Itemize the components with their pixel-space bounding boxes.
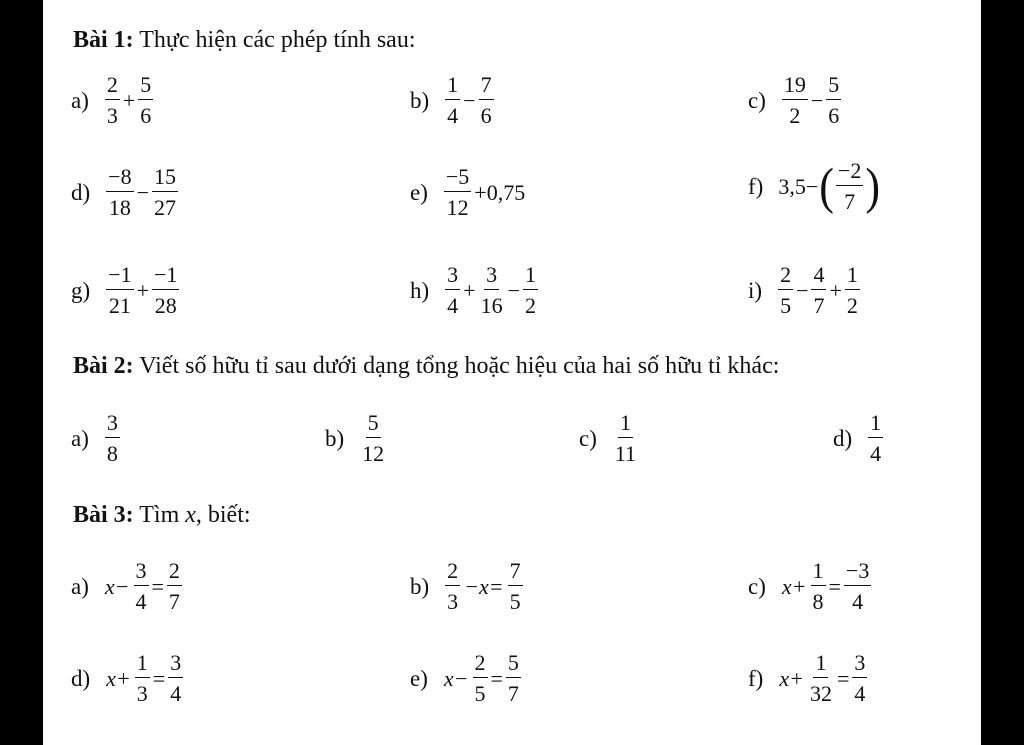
fraction [811,264,826,317]
item-label: e) [410,180,428,205]
item-label: b) [410,88,430,113]
denominator: 12 [362,441,385,466]
denominator: 4 [870,441,882,466]
item-label: e) [410,666,428,691]
numerator: 3 [134,560,149,586]
denominator: 7 [168,589,180,614]
item-label: c) [748,574,766,599]
fraction [360,412,386,465]
numerator: −1 [152,264,179,290]
fraction [444,166,471,219]
fraction [152,264,179,317]
denominator: 2 [525,293,537,318]
fraction [106,264,133,317]
denominator: 4 [170,681,182,706]
fraction [445,74,460,127]
denominator: 18 [108,195,131,220]
numerator: 2 [445,560,460,586]
fraction [105,412,120,465]
fraction [473,652,488,705]
numerator: 3 [445,264,460,290]
item-label: a) [71,574,89,599]
numerator: −5 [444,166,471,192]
fraction [523,264,538,317]
denominator: 5 [780,293,792,318]
ex1-item-e [410,166,526,219]
item-label: f) [748,666,764,691]
fraction [508,560,523,613]
fraction [826,74,841,127]
variable-x: x [185,502,196,528]
fraction [506,652,521,705]
denominator: 4 [852,589,864,614]
exercise-2-instruction: Viết số hữu tỉ sau dưới dạng tổng hoặc hiệu của hai số hữu tỉ khác: [133,353,780,379]
numerator: 1 [445,74,460,100]
numerator: 1 [618,412,633,438]
exercise-3-number: Bài 3: [73,502,134,528]
denominator: 2 [789,103,801,128]
expression-prefix: x+ [781,573,807,599]
numerator: 2 [473,652,488,678]
fraction [844,560,871,613]
fraction [106,166,133,219]
denominator: 6 [828,103,840,128]
denominator: 5 [509,589,521,614]
fraction [845,264,860,317]
fraction [445,560,460,613]
item-label: a) [71,88,89,113]
denominator: 3 [136,681,148,706]
fraction [852,652,867,705]
fraction [782,74,808,127]
right-paren: ) [865,157,880,215]
numerator: −1 [106,264,133,290]
denominator: 4 [447,103,459,128]
operator: + [122,87,136,113]
worksheet-page [43,0,981,745]
denominator: 7 [813,293,825,318]
numerator: 2 [778,264,793,290]
fraction [134,560,149,613]
denominator: 2 [846,293,858,318]
fraction [808,652,834,705]
operator: − [463,87,476,113]
fraction [135,652,150,705]
fraction [138,74,153,127]
operator: − [810,87,824,113]
ex1-item-b [410,74,496,127]
numerator: 7 [479,74,494,100]
fraction [167,560,182,613]
fraction [105,74,120,127]
ex2-item-d [833,412,885,465]
numerator: −8 [106,166,133,192]
denominator: 6 [140,103,152,128]
ex3-item-e [410,652,523,705]
denominator: 12 [446,195,469,220]
denominator: 32 [809,681,832,706]
fraction [613,412,638,465]
denominator: 8 [106,441,118,466]
ex1-item-i [748,264,862,317]
ex1-item-h [410,264,540,317]
expression-prefix: x+ [779,665,804,691]
ex1-item-f [748,157,880,215]
exercise-1-instruction: Thực hiện các phép tính sau: [133,27,416,53]
exercise-2-heading [73,354,779,378]
denominator: 4 [135,589,147,614]
item-label: i) [748,278,763,303]
ex3-item-d [71,652,185,705]
ex3-item-a [71,560,184,613]
numerator: 1 [845,264,860,290]
fraction [152,166,178,219]
item-label: d) [833,426,853,451]
fraction [868,412,883,465]
expression-head: 3,5− [778,173,819,199]
denominator: 21 [108,293,131,318]
left-paren: ( [819,157,834,215]
expression-prefix: x− [443,665,469,691]
numerator: 1 [811,560,826,586]
denominator: 6 [480,103,492,128]
numerator: 1 [813,652,828,678]
item-label: d) [71,180,91,205]
denominator: 11 [614,441,637,466]
denominator: 3 [447,589,459,614]
exercise-3-heading [73,503,251,527]
expression-prefix: x− [104,573,130,599]
expression-tail: +0,75 [474,179,526,205]
equals-sign: = [490,665,503,691]
operator: + [463,277,476,303]
operator: − [136,179,150,205]
exercise-1-heading [73,28,415,52]
ex1-item-a [71,74,155,127]
denominator: 4 [854,681,866,706]
operator: + [829,277,842,303]
fraction [445,264,460,317]
fraction [479,264,505,317]
ex3-item-f [748,652,869,705]
equals-sign: = [828,573,841,599]
item-label: h) [410,278,430,303]
fraction [479,74,494,127]
numerator: 3 [852,652,867,678]
equals-sign: = [152,665,166,691]
exercise-3-instruction: Tìm [133,502,186,528]
ex1-item-g [71,264,181,317]
item-label: g) [71,278,91,303]
numerator: 4 [811,264,826,290]
denominator: 27 [154,195,177,220]
expression-prefix: x+ [106,665,131,691]
expression-middle: −x= [464,573,504,599]
numerator: 1 [135,652,150,678]
exercise-3-instruction-tail: , biết: [195,502,251,528]
numerator: 7 [508,560,523,586]
numerator: 2 [167,560,182,586]
operator: − [507,277,521,303]
denominator: 28 [154,293,177,318]
ex3-item-c [748,560,873,613]
item-label: f) [748,174,764,199]
numerator: 15 [152,166,178,192]
item-label: b) [325,426,345,451]
fraction [168,652,183,705]
item-label: b) [410,574,430,599]
denominator: 7 [844,189,856,214]
ex2-item-b [325,412,388,465]
numerator: 2 [105,74,120,100]
fraction [836,160,863,213]
denominator: 8 [812,589,824,614]
numerator: 1 [523,264,538,290]
denominator: 5 [474,681,486,706]
item-label: c) [748,88,766,113]
item-label: c) [579,426,597,451]
fraction [811,560,826,613]
denominator: 7 [507,681,519,706]
equals-sign: = [151,573,164,599]
numerator: 5 [138,74,153,100]
ex2-item-a [71,412,122,465]
equals-sign: = [836,665,850,691]
ex2-item-c [579,412,640,465]
numerator: 5 [826,74,841,100]
numerator: 19 [782,74,808,100]
numerator: 5 [366,412,381,438]
ex3-item-b [410,560,525,613]
ex1-item-d [71,166,180,219]
exercise-2-number: Bài 2: [73,353,134,379]
operator: + [136,277,150,303]
numerator: 1 [868,412,883,438]
exercise-1-number: Bài 1: [73,27,134,53]
item-label: a) [71,426,89,451]
denominator: 3 [106,103,118,128]
ex1-item-c [748,74,843,127]
numerator: 5 [506,652,521,678]
numerator: −3 [844,560,871,586]
numerator: −2 [836,160,863,186]
numerator: 3 [484,264,499,290]
fraction [778,264,793,317]
numerator: 3 [168,652,183,678]
item-label: d) [71,666,91,691]
operator: − [796,277,809,303]
denominator: 4 [447,293,459,318]
numerator: 3 [105,412,120,438]
denominator: 16 [480,293,503,318]
